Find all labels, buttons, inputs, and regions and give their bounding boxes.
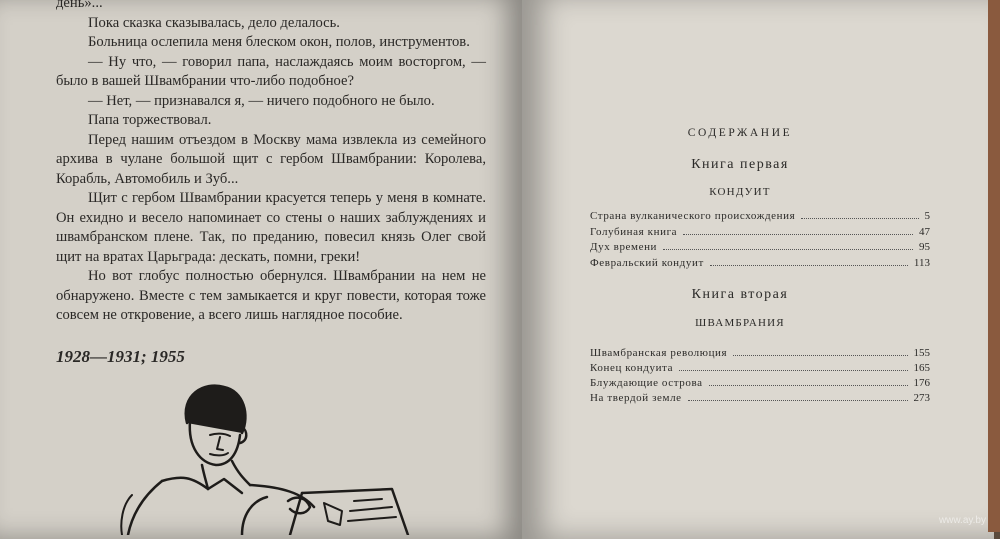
toc-entry-label: Голубиная книга xyxy=(590,226,678,238)
toc-entry-page: 47 xyxy=(919,226,930,238)
toc-entry-label: Блуждающие острова xyxy=(590,377,703,389)
paragraph: Папа торжествовал. xyxy=(88,112,212,128)
date-line: 1928—1931; 1955 xyxy=(56,347,185,366)
toc-entry-page: 165 xyxy=(913,362,930,374)
man-reading-newspaper-illustration xyxy=(92,375,412,535)
toc-entry-label: Февральский кондуит xyxy=(590,257,704,269)
toc-entry-label: Дух времени xyxy=(590,241,658,253)
book-two-subtitle: ШВАМБРАНИЯ xyxy=(695,317,785,329)
toc-entry-label: Конец кондуита xyxy=(590,362,674,374)
table-edge xyxy=(988,0,1000,532)
toc-title: СОДЕРЖАНИЕ xyxy=(687,127,793,139)
dot-leader xyxy=(801,218,918,219)
dot-leader xyxy=(683,234,913,235)
toc-entry xyxy=(590,210,930,225)
watermark: www.ay.by xyxy=(938,515,986,526)
dot-leader xyxy=(733,355,907,356)
book-one-title: Книга первая xyxy=(691,157,789,172)
table-of-contents xyxy=(565,0,935,532)
toc-entry-page: 176 xyxy=(913,377,930,389)
toc-entry-page: 5 xyxy=(924,210,930,222)
paragraph: — Ну что, — говорил папа, наслаждаясь моим восторгом, — было в вашей Швамбрании что-либо подобное? xyxy=(56,53,486,89)
story-text xyxy=(56,0,486,326)
dot-leader xyxy=(710,265,908,266)
paragraph: Перед нашим отъездом в Москву мама извлекла из семейного архива в чулане большой щит с гербом Швамбрании: Королева, Корабль, Автомобиль и Зуб... xyxy=(56,131,486,187)
paragraph: Щит с гербом Швамбрании красуется теперь у меня в комнате. Он ехидно и весело напоминает со стены о наших заблуждениях и швамбранском плене. Так, по преданию, повесил князь Олег свой щит на вратах Царьграда: дескать, помни, греки! xyxy=(56,190,486,265)
paragraph: Пока сказка сказывалась, дело делалось. xyxy=(88,14,340,31)
book-two-title: Книга вторая xyxy=(691,287,789,302)
toc-entry-page: 273 xyxy=(913,392,930,404)
toc-entry xyxy=(590,377,930,392)
dot-leader xyxy=(679,370,907,371)
toc-entry-page: 113 xyxy=(913,257,930,269)
toc-entry xyxy=(590,241,930,256)
toc-entry-label: Страна вулканического происхождения xyxy=(590,210,796,222)
book-one-subtitle: КОНДУИТ xyxy=(709,186,771,198)
toc-entry xyxy=(590,362,930,377)
toc-entry-page: 95 xyxy=(919,241,930,253)
toc-entry xyxy=(590,226,930,241)
toc-entry xyxy=(590,257,930,272)
toc-entry-label: На твердой земле xyxy=(590,392,682,404)
paragraph: Больница ослепила меня блеском окон, полов, инструментов. xyxy=(88,34,470,50)
dot-leader xyxy=(688,400,908,401)
toc-entry-label: Швамбранская революция xyxy=(590,347,728,359)
toc-entry xyxy=(590,347,930,362)
toc-entry-page: 155 xyxy=(913,347,930,359)
toc-entry xyxy=(590,392,930,407)
dot-leader xyxy=(663,249,913,250)
paragraph: Но вот глобус полностью обернулся. Швамбрании на нем не обнаружено. Вместе с тем замыкается и круг повести, которая тоже совсем не откровение, а всего лишь наглядное пособие. xyxy=(56,268,486,323)
paragraph: день»... xyxy=(56,0,103,11)
dot-leader xyxy=(709,385,908,386)
paragraph: — Нет, — признавался я, — ничего подобного не было. xyxy=(88,92,435,109)
